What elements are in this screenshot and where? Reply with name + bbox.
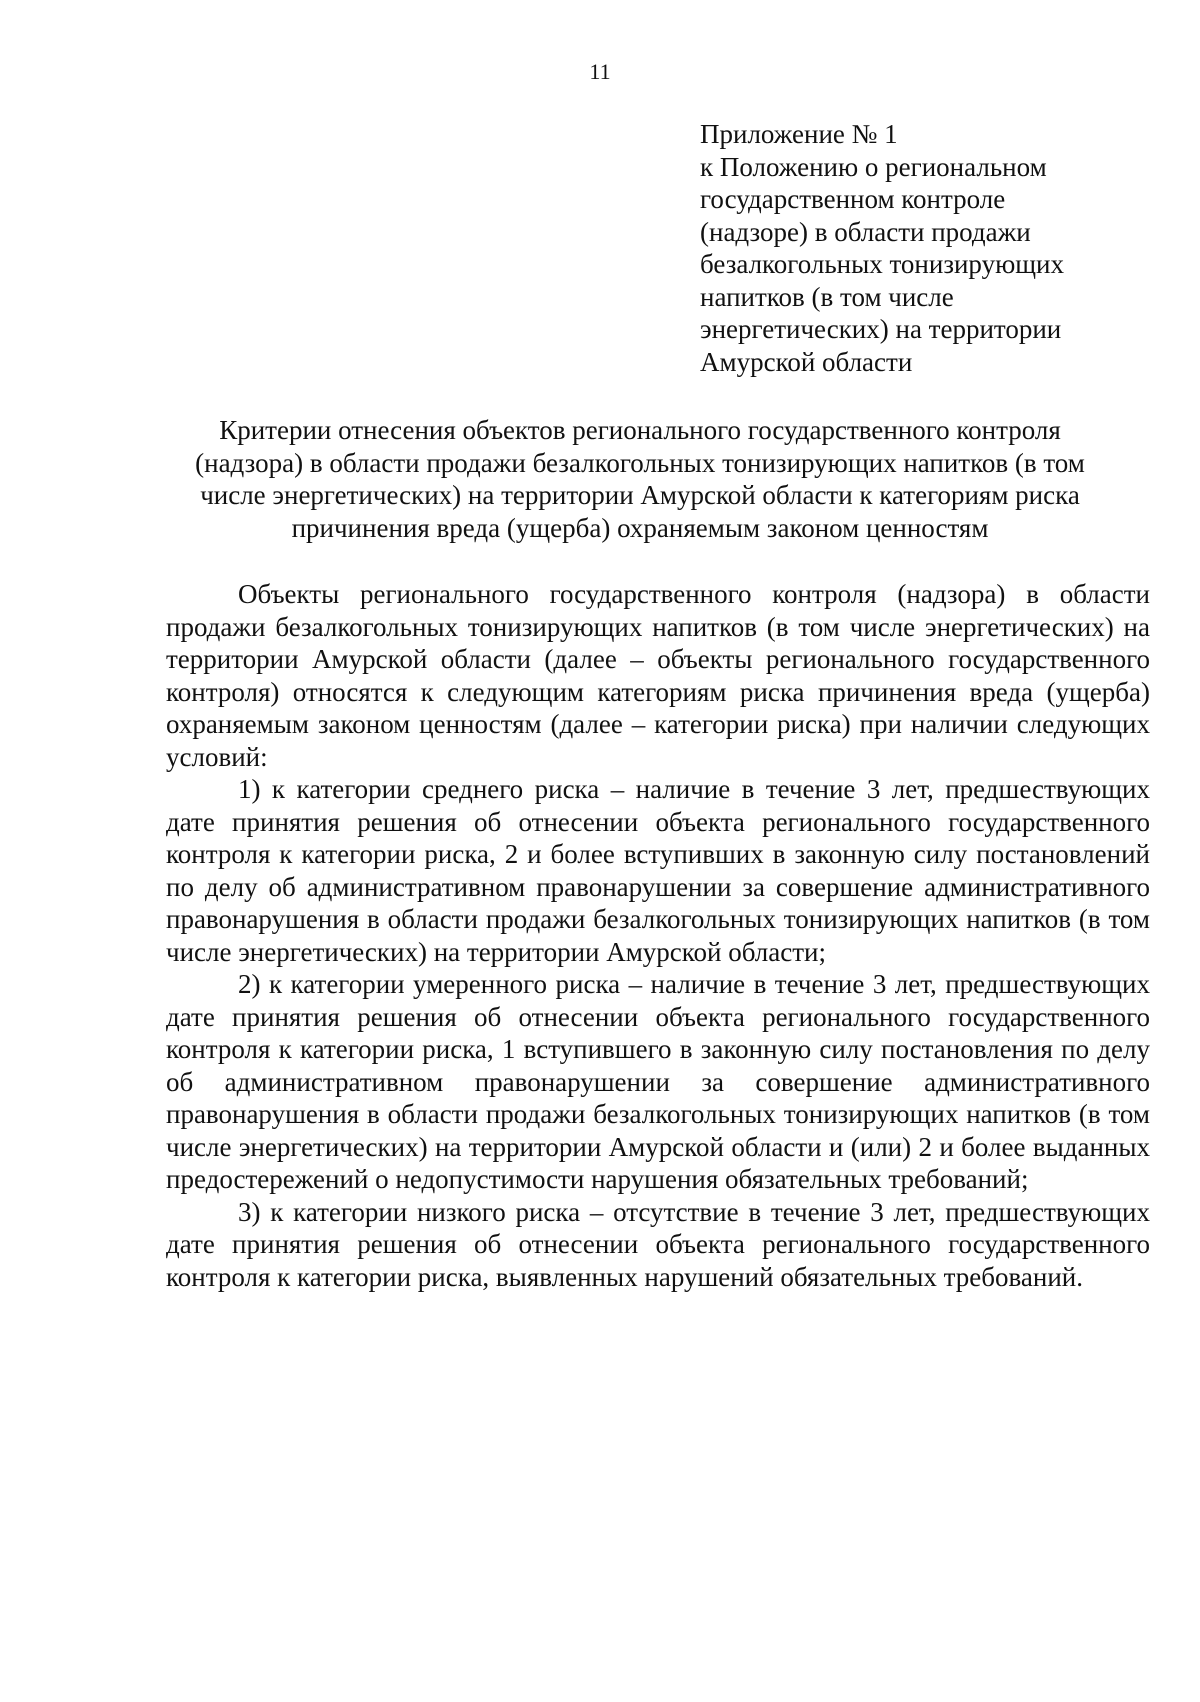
title-line: Критерии отнесения объектов регионального государственного контроля [219, 415, 1061, 445]
appendix-line: безалкогольных тонизирующих [700, 249, 1064, 279]
criteria-item-moderate-risk: 2) к категории умеренного риска – наличие в течение 3 лет, предшествующих дате принятия решения об отнесении объекта регионального государственного контроля к категории риска, 1 вступившего в законную силу постановления по делу об административном правонарушении за совершение административного правонарушения в области продажи безалкогольных тонизирующих напитков (в том числе энергетических) на территории Амурской области и (или) 2 и более выданных предостережений о недопустимости нарушения обязательных требований; [166, 969, 1150, 1194]
appendix-line: напитков (в том числе [700, 281, 954, 312]
criteria-item-medium-risk: 1) к категории среднего риска – наличие в течение 3 лет, предшествующих дате принятия решения об отнесении объекта регионального государственного контроля к категории риска, 2 и более вступивших в законную силу постановлений по делу об административном правонарушении за совершение административного правонарушения в области продажи безалкогольных тонизирующих напитков (в том числе энергетических) на территории Амурской области; [166, 774, 1150, 967]
appendix-line: к Положению о региональном [700, 151, 1047, 182]
appendix-line: Приложение № 1 [700, 119, 898, 149]
intro-paragraph: Объекты регионального государственного контроля (надзора) в области продажи безалкогольных тонизирующих напитков (в том числе энергетических) на территории Амурской области (далее – объекты регионального государственного контроля) относятся к следующим категориям риска причинения вреда (ущерба) охраняемым законом ценностям (далее – категории риска) при наличии следующих условий: [166, 579, 1150, 772]
appendix-line: государственном контроле [700, 184, 1006, 214]
criteria-item-low-risk: 3) к категории низкого риска – отсутствие в течение 3 лет, предшествующих дате принятия решения об отнесении объекта регионального государственного контроля к категории риска, выявленных нарушений обязательных требований. [166, 1196, 1150, 1292]
appendix-reference [700, 118, 1160, 378]
document-title [160, 414, 1120, 544]
appendix-line: энергетических) на территории [700, 314, 1062, 344]
title-line: причинения вреда (ущерба) охраняемым законом ценностям [291, 512, 989, 543]
appendix-line: (надзоре) в области продажи [700, 216, 1031, 247]
appendix-line: Амурской области [700, 346, 913, 377]
title-line: (надзора) в области продажи безалкогольных тонизирующих напитков (в том [195, 447, 1085, 478]
page-number: 11 [589, 59, 611, 84]
title-line: числе энергетических) на территории Амурской области к категориям риска [200, 480, 1080, 510]
document-body [166, 578, 1150, 1293]
